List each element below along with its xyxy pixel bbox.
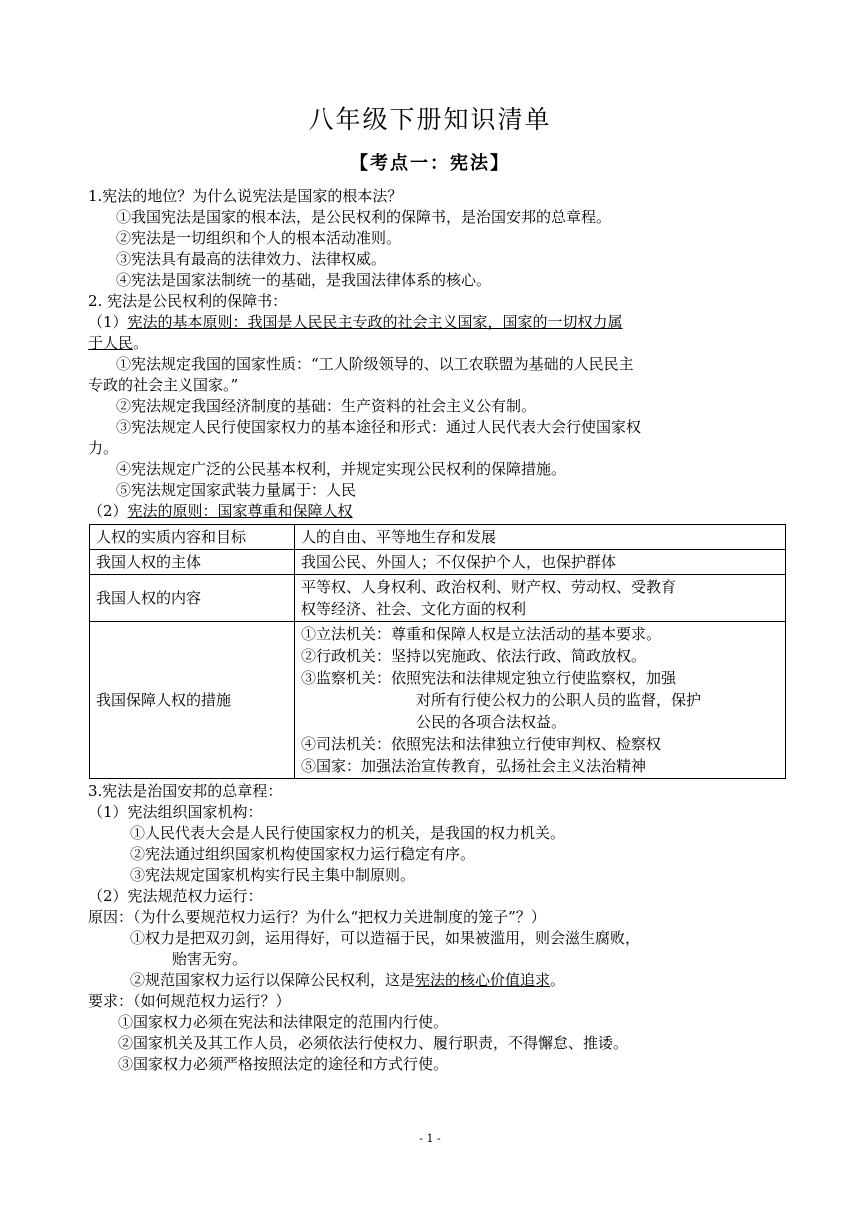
table-cell-key: 我国人权的内容 [90, 575, 295, 622]
s2-p1-suffix: 。 [133, 334, 149, 352]
s3-reason-2-pre: ②规范国家权力运行以保障公民权利，这是 [130, 971, 416, 989]
s3-req-item: ①国家权力必须在宪法和法律限定的范围内行使。 [118, 1013, 449, 1031]
s2-p1-underlined-cont: 于人民 [88, 334, 134, 352]
section-subtitle: 【考点一：宪法】 [350, 153, 510, 174]
s3-req-item: ③国家权力必须严格按照法定的途径和方式行使。 [118, 1055, 449, 1073]
table-cell-value [295, 622, 786, 779]
table-cell-value [295, 575, 786, 622]
page-number: - 1 - [419, 1132, 441, 1145]
table-cell-line: ⑤国家：加强法治宣传教育，弘扬社会主义法治精神 [301, 757, 647, 775]
s3-reason-item-cont: 贻害无穷。 [172, 950, 248, 968]
table-row [90, 550, 786, 575]
table-cell-line: ②行政机关：坚持以宪施政、依法行政、简政放权。 [301, 647, 647, 665]
s1-item: ①我国宪法是国家的根本法，是公民权利的保障书，是治国安邦的总章程。 [116, 208, 612, 226]
s3-item: ①人民代表大会是人民行使国家权力的机关，是我国的权力机关。 [130, 824, 566, 842]
s3-item: ③宪法规定国家机构实行民主集中制原则。 [130, 866, 416, 884]
table-row [90, 575, 786, 622]
s3-requirement: 要求：（如何规范权力运行？） [88, 992, 291, 1010]
table-cell-key: 我国人权的主体 [90, 550, 295, 575]
s3-reason-2-post: 。 [550, 971, 566, 989]
s2-item-cont: 力。 [88, 439, 119, 457]
s2-item-cont: 专政的社会主义国家。” [88, 376, 239, 394]
table-cell-line: ④司法机关：依照宪法和法律独立行使审判权、检察权 [301, 735, 662, 753]
table-cell-value: 我国公民、外国人；不仅保护个人，也保护群体 [295, 550, 786, 575]
s2-p1-line2 [88, 333, 788, 354]
s3-p2: （2）宪法规范权力运行： [88, 887, 263, 905]
s2-item: ③宪法规定人民行使国家权力的基本途径和形式：通过人民代表大会行使国家权 [116, 418, 642, 436]
s2-p1-line1 [88, 312, 788, 333]
table-cell-key: 人权的实质内容和目标 [90, 525, 295, 550]
s2-item: ②宪法规定我国经济制度的基础：生产资料的社会主义公有制。 [116, 397, 537, 415]
s2-item: ①宪法规定我国的国家性质：“工人阶级领导的、以工农联盟为基础的人民民主 [116, 355, 634, 373]
s3-heading: 3.宪法是治国安邦的总章程： [88, 782, 283, 800]
s3-item: ②宪法通过组织国家机构使国家权力运行稳定有序。 [130, 845, 476, 863]
table-cell-line: 权等经济、社会、文化方面的权利 [301, 600, 527, 618]
s1-item: ④宪法是国家法制统一的基础，是我国法律体系的核心。 [116, 271, 492, 289]
table-row [90, 622, 786, 779]
s2-item: ④宪法规定广泛的公民基本权利，并规定实现公民权利的保障措施。 [116, 460, 567, 478]
s3-req-item: ②国家机关及其工作人员，必须依法行使权力、履行职责，不得懈怠、推诿。 [118, 1034, 629, 1052]
page-title: 八年级下册知识清单 [308, 105, 552, 134]
s3-reason-2-underlined: 宪法的核心价值追求 [415, 971, 551, 989]
table-cell-line: 平等权、人身权利、政治权利、财产权、劳动权、受教育 [301, 578, 677, 596]
table-cell-line: 公民的各项合法权益。 [416, 713, 567, 731]
s2-p2-underlined: 宪法的原则：国家尊重和保障人权 [127, 502, 353, 520]
s1-item: ③宪法具有最高的法律效力、法律权威。 [116, 250, 387, 268]
document-body [88, 186, 788, 1075]
table-cell-line: ①立法机关：尊重和保障人权是立法活动的基本要求。 [301, 625, 662, 643]
table-cell-line: 对所有行使公权力的公职人员的监督，保护 [416, 691, 702, 709]
s2-p2-line [88, 501, 788, 522]
s2-p1-underlined: 宪法的基本原则：我国是人民民主专政的社会主义国家，国家的一切权力属 [127, 313, 623, 331]
s3-reason-item [88, 970, 788, 991]
s1-item: ②宪法是一切组织和个人的根本活动准则。 [116, 229, 402, 247]
human-rights-table [89, 524, 786, 779]
s2-p1-prefix: （1） [88, 313, 128, 331]
s2-item: ⑤宪法规定国家武装力量属于：人民 [116, 481, 357, 499]
table-cell-line: ③监察机关：依照宪法和法律规定独立行使监察权，加强 [301, 669, 677, 687]
table-row [90, 525, 786, 550]
table-cell-value: 人的自由、平等地生存和发展 [295, 525, 786, 550]
s3-p1: （1）宪法组织国家机构： [88, 803, 263, 821]
s3-reason: 原因：（为什么要规范权力运行？为什么“把权力关进制度的笼子”？） [88, 908, 546, 926]
s2-heading: 2. 宪法是公民权利的保障书： [88, 292, 288, 310]
s2-p2-prefix: （2） [88, 502, 128, 520]
s3-reason-item: ①权力是把双刃剑，运用得好，可以造福于民，如果被滥用，则会滋生腐败， [130, 929, 641, 947]
table-cell-key: 我国保障人权的措施 [90, 622, 295, 779]
s1-heading: 1.宪法的地位？为什么说宪法是国家的根本法？ [88, 187, 403, 205]
